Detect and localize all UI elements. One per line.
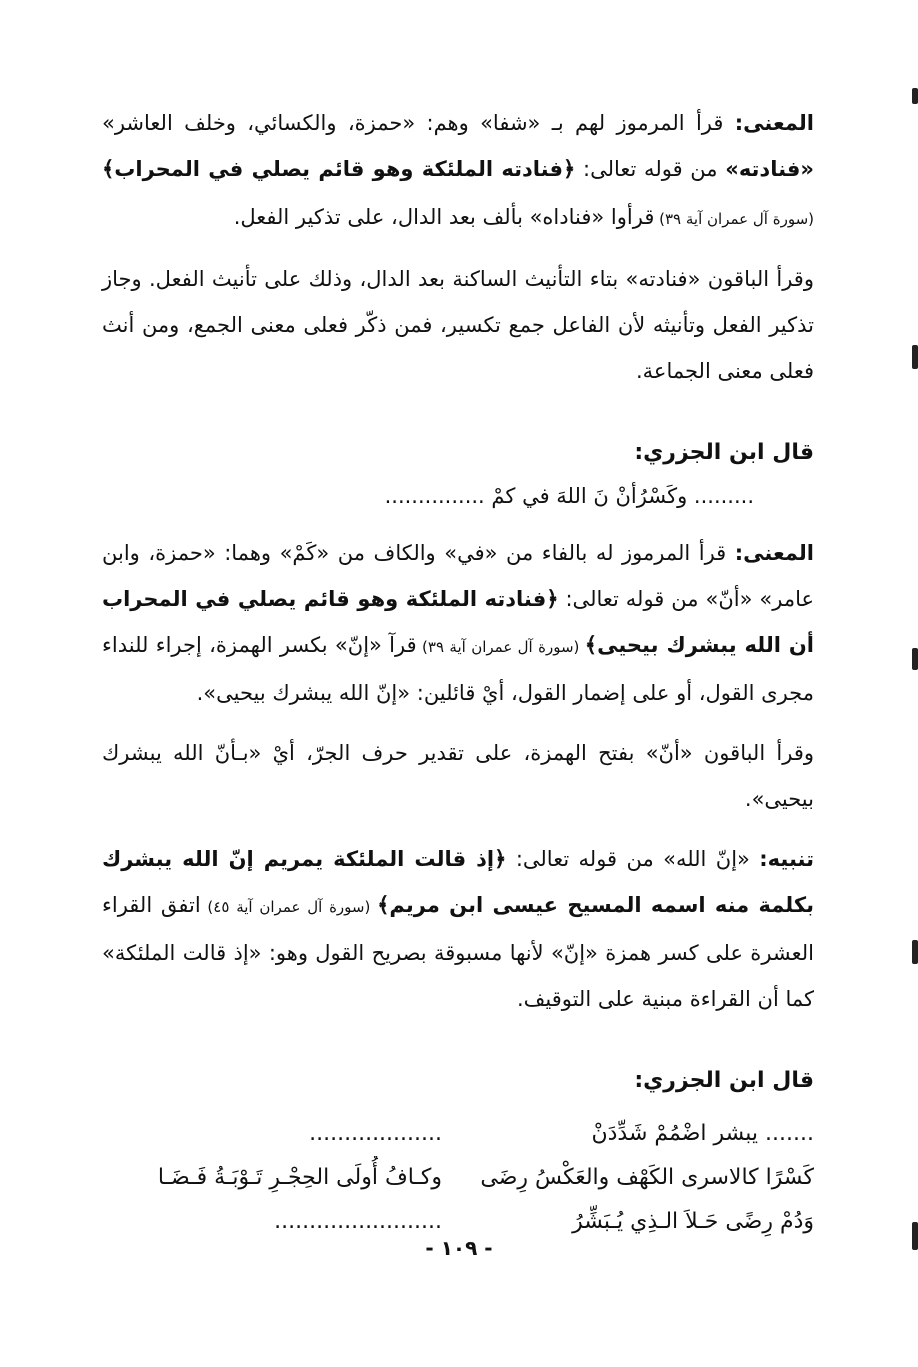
poem-row [102, 1112, 814, 1156]
paragraph-text: من قوله تعالى: [575, 157, 726, 181]
paragraph-2: وقرأ الباقون «فنادته» بتاء التأنيث الساكنة بعد الدال، وذلك على تأنيث الفعل. وجاز تذكير الفعل وتأنيثه لأن الفاعل جمع تكسير، فمن ذكّر فعلى معنى الجمع، ومن أنث فعلى معنى الجماعة. [102, 267, 814, 383]
poem-hemistich-left: ........................ [274, 1209, 442, 1234]
paragraph-3 [102, 530, 814, 716]
poem-row [102, 1156, 814, 1200]
scan-edge-mark [912, 648, 918, 670]
page-number: - ١٠٩ - [425, 1236, 493, 1260]
paragraph-text: قرأوا «فناداه» بألف بعد الدال، على تذكير الفعل. [233, 205, 655, 229]
verse-reference: (سورة آل عمران آية ٤٥) [200, 898, 378, 916]
verse-reference: (سورة آل عمران آية ٣٩) [416, 638, 585, 656]
scan-edge-mark [912, 345, 918, 369]
paragraph-text: اتفق القراء العشرة على كسر همزة «إنّ» لأنها مسبوقة بصريح القول وهو: «إذ قالت الملئكة» كما أن القراءة مبنية على التوقيف. [102, 893, 814, 1011]
meaning-label: المعنى: [734, 541, 814, 565]
ellipsis-dots: ............... [384, 484, 485, 508]
ellipsis-dots: ....... [758, 1121, 814, 1146]
verse-reference: (سورة آل عمران آية ٣٩) [654, 210, 814, 228]
poem-hemistich-left: ................... [309, 1121, 442, 1146]
poem-hemistich-right: وَدُمْ رِضًى حَـلاَ الـذِي يُـبَشِّرُ [572, 1209, 814, 1234]
scan-edge-mark [912, 940, 918, 964]
quoted-word: «فنادته» [725, 157, 814, 181]
scan-edge-mark [912, 1222, 918, 1250]
scan-edge-mark [912, 88, 918, 104]
paragraph-text: قرأ المرموز لهم بـ «شفا» وهم: «حمزة، والكسائي، وخلف العاشر» [102, 111, 735, 135]
poem-hemistich-left: وكـافُ أُولَى الحِجْـرِ تَـوْبَـةُ فَـضَـا [157, 1165, 442, 1190]
hemistich-text: يبشر اضْمُمْ شَدِّدَنْ [591, 1121, 759, 1146]
section-heading-1: قال ابن الجزري: [634, 440, 814, 465]
paragraph-text: «إنّ الله» من قوله تعالى: [506, 847, 760, 871]
meaning-label: المعنى: [734, 111, 814, 135]
note-label: تنبيه: [759, 847, 815, 871]
paragraph-text: قرآ «إنّ» بكسر الهمزة، إجراء للنداء مجرى القول، أو على إضمار القول، أيْ قائلين: «إنّ الله يبشرك بيحيى». [102, 633, 814, 705]
text-column [102, 100, 814, 1244]
quran-verse: ﴿إذ قالت الملئكة يمريم إنّ الله يبشرك بكلمة منه اسمه المسيح عيسى ابن مريم﴾ [102, 847, 814, 917]
quran-verse: ﴿فنادته الملئكة وهو قائم يصلي في المحراب﴾ [102, 157, 576, 181]
paragraph-5 [102, 836, 814, 1022]
poem-block [102, 1112, 814, 1244]
poem-hemistich-right: كَسْرًا كالاسرى الكَهْف والعَكْسُ رِضَى [480, 1165, 814, 1190]
quran-verse: ﴿فنادته الملئكة وهو قائم يصلي في المحراب أن الله يبشرك بيحيى﴾ [102, 587, 814, 657]
paragraph-1 [102, 100, 814, 242]
paragraph-4: وقرأ الباقون «أنّ» بفتح الهمزة، على تقدير حرف الجرّ، أيْ «بـأنّ الله يبشرك بيحيى». [102, 741, 814, 811]
verse-text: وكَسْرُأنْ نَ اللهَ في كمْ [491, 484, 688, 508]
paragraph-text: قرأ المرموز له بالفاء من «في» والكاف من «كَمْ» وهما: «حمزة، وابن عامر» «أنّ» من قوله تعالى: [102, 541, 814, 611]
section-heading-2: قال ابن الجزري: [634, 1068, 814, 1093]
ellipsis-dots: ......... [693, 484, 754, 508]
poem-hemistich-right [474, 1112, 814, 1156]
poem-verse-1 [102, 476, 754, 516]
